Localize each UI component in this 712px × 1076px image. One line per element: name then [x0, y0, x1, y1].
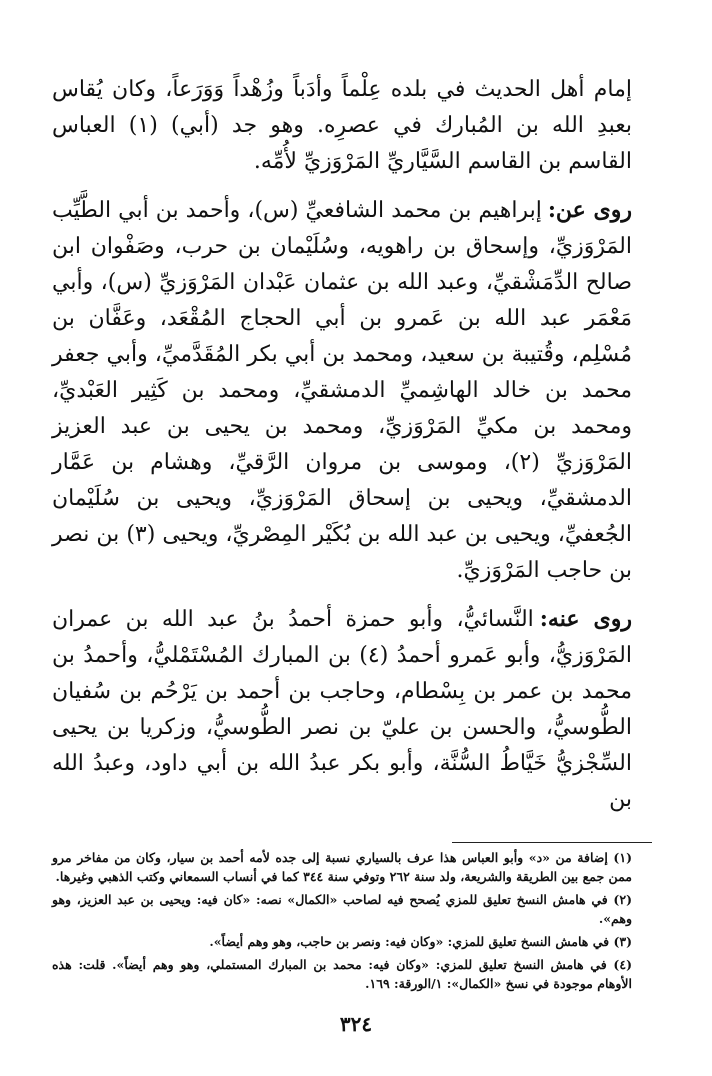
narrated-by-paragraph	[52, 601, 632, 818]
narrated-from-label: روى عن:	[547, 197, 632, 223]
footnote-3: (٣) في هامش النسخ تعليق للمزي: «وكان فيه: ونصر بن حاجب، وهو وهم أيضاً».	[209, 934, 632, 949]
narrated-by-label: روى عنه:	[539, 606, 632, 632]
narrated-by-text: النَّسائيُّ، وأبو حمزة أحمدُ بنُ عبد الله بن عمران المَرْوَزيُّ، وأبو عَمرو أحمدُ (٤) بن المبارك المُسْتَمْليُّ، وأحمدُ بن محمد بن عمر بن بِسْطام، وحاجب بن أحمد بن يَرْحُم بن سُفيان الطُّوسيُّ، والحسن بن عليّ بن نصر الطُّوسيُّ، وزكريا بن يحيى السِّجْزيُّ خَيَّاطُ السُّنَّة، وأبو بكر عبدُ الله بن أبي داود، وعبدُ الله بن	[52, 607, 632, 812]
footnotes	[52, 848, 632, 997]
main-text	[52, 72, 632, 818]
page-number: ٣٢٤	[339, 1012, 373, 1036]
footnote-4: (٤) في هامش النسخ تعليق للمزي: «وكان فيه: محمد بن المبارك المستملي، وهو وهم أيضاً». قلت: هذه الأوهام موجودة في نسخ «الكمال»: ١/الورقة: ١٦٩.	[52, 957, 632, 991]
narrated-from-paragraph	[52, 192, 632, 589]
footnote-divider	[452, 842, 652, 843]
footnote-2: (٢) في هامش النسخ تعليق للمزي يُصحح فيه لصاحب «الكمال» نصه: «كان فيه: ويحيى بن عبد العزيز، وهو وهم».	[52, 892, 632, 926]
intro-paragraph: إمام أهل الحديث في بلده عِلْماً وأدَباً وزُهْداً وَوَرَعاً، وكان يُقاس بعبدِ الله بن المُبارك في عصرِه. وهو جد (أبي) (١) العباس القاسم بن القاسم السَّيَّاريِّ المَرْوَزيِّ لأُمِّه.	[52, 77, 632, 174]
footnote-1: (١) إضافة من «د» وأبو العباس هذا عرف بالسياري نسبة إلى جده لأمه أحمد بن سيار، وكان من مفاخر مرو ممن جمع بين الطريقة والشريعة، ولد سنة ٢٦٢ وتوفي سنة ٣٤٤ كما في أنساب السمعاني وكتب الذهبي وغيرها.	[52, 850, 632, 884]
narrated-from-text: إبراهيم بن محمد الشافعيِّ (س)، وأحمد بن أبي الطَّيِّب المَرْوَزيِّ، وإسحاق بن راهويه، وسُلَيْمان بن حرب، وصَفْوان ابن صالح الدِّمَشْقيِّ، وعبد الله بن عثمان عَبْدان المَرْوَزيِّ (س)، وأبي مَعْمَر عبد الله بن عَمرو بن أبي الحجاج المُقْعَد، وعَفَّان بن مُسْلِم، وقُتيبة بن سعيد، ومحمد بن أبي بكر المُقَدَّميِّ، وأبي جعفر محمد بن خالد الهاشِميِّ الدمشقيِّ، ومحمد بن كَثِير العَبْديِّ، ومحمد بن مكيِّ المَرْوَزيِّ، ومحمد بن يحيى بن عبد العزيز المَرْوَزيِّ (٢)، وموسى بن مروان الرَّقيِّ، وهشام بن عَمَّار الدمشقيِّ، ويحيى بن إسحاق المَرْوَزيِّ، ويحيى بن سُلَيْمان الجُعفيِّ، ويحيى بن عبد الله بن بُكَيْر المِصْريِّ، ويحيى (٣) بن نصر بن حاجب المَرْوَزيِّ.	[52, 198, 632, 583]
